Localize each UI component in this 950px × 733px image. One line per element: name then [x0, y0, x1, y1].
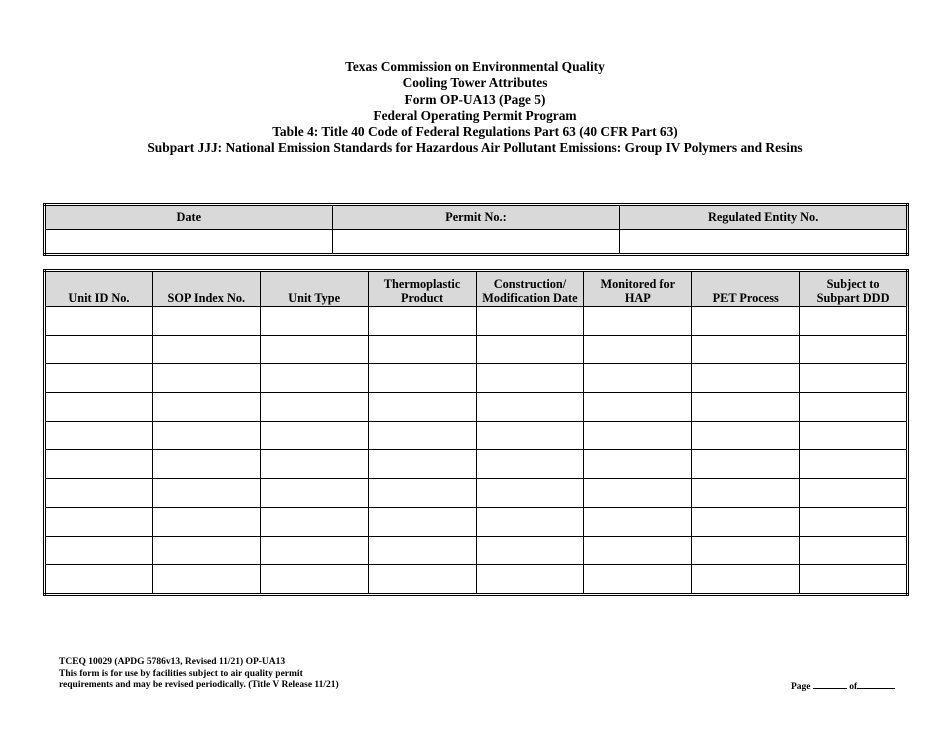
table-cell[interactable]	[152, 479, 260, 508]
table-cell[interactable]	[368, 479, 476, 508]
form-subject: Cooling Tower Attributes	[402, 75, 548, 91]
table-cell[interactable]	[584, 536, 692, 565]
permit-no-field[interactable]	[332, 230, 620, 255]
info-table	[43, 203, 909, 256]
unit-table	[43, 269, 909, 596]
table-cell[interactable]	[584, 565, 692, 595]
table-cell[interactable]	[692, 450, 800, 479]
table-cell[interactable]	[476, 536, 584, 565]
table-cell[interactable]	[368, 565, 476, 595]
table-cell[interactable]	[152, 507, 260, 536]
table-cell[interactable]	[692, 507, 800, 536]
table-cell[interactable]	[692, 393, 800, 422]
column-header	[584, 271, 692, 307]
table-cell[interactable]	[584, 421, 692, 450]
table-cell[interactable]	[692, 421, 800, 450]
table-cell[interactable]	[45, 536, 153, 565]
table-cell[interactable]	[45, 479, 153, 508]
table-cell[interactable]	[476, 479, 584, 508]
column-header-line: Unit Type	[288, 291, 341, 305]
table-cell[interactable]	[260, 507, 368, 536]
form-footer	[59, 657, 339, 692]
table-cell[interactable]	[800, 307, 908, 336]
table-row	[45, 479, 908, 508]
table-cell[interactable]	[260, 393, 368, 422]
table-cell[interactable]	[476, 393, 584, 422]
table-cell[interactable]	[584, 450, 692, 479]
page-number	[791, 680, 895, 692]
form-id-line: TCEQ 10029 (APDG 5786v13, Revised 11/21) OP-UA13	[59, 657, 286, 667]
table-cell[interactable]	[152, 565, 260, 595]
table-row	[45, 335, 908, 364]
regulated-entity-field[interactable]	[620, 230, 908, 255]
table-cell[interactable]	[800, 507, 908, 536]
table-cell[interactable]	[152, 364, 260, 393]
table-cell[interactable]	[800, 565, 908, 595]
table-cell[interactable]	[584, 364, 692, 393]
table-row	[45, 307, 908, 336]
table-row	[45, 421, 908, 450]
unit-table-body	[45, 307, 908, 595]
table-cell[interactable]	[260, 479, 368, 508]
table-cell[interactable]	[800, 364, 908, 393]
table-cell[interactable]	[800, 335, 908, 364]
table-cell[interactable]	[260, 565, 368, 595]
table-cell[interactable]	[368, 393, 476, 422]
table-cell[interactable]	[584, 507, 692, 536]
table-cell[interactable]	[800, 393, 908, 422]
table-cell[interactable]	[584, 393, 692, 422]
column-header-line: Monitored for	[600, 277, 676, 291]
column-header	[476, 271, 584, 307]
table-cell[interactable]	[368, 364, 476, 393]
table-cell[interactable]	[152, 307, 260, 336]
table-cell[interactable]	[368, 450, 476, 479]
of-blank[interactable]	[857, 680, 895, 689]
agency-title: Texas Commission on Environmental Quality	[345, 59, 605, 74]
table-cell[interactable]	[152, 450, 260, 479]
table-cell[interactable]	[45, 421, 153, 450]
table-cell[interactable]	[45, 393, 153, 422]
table-cell[interactable]	[260, 421, 368, 450]
column-header	[260, 271, 368, 307]
table-cell[interactable]	[260, 335, 368, 364]
table-row	[45, 393, 908, 422]
table-cell[interactable]	[260, 536, 368, 565]
table-cell[interactable]	[584, 479, 692, 508]
of-label: of	[849, 682, 858, 692]
table-cell[interactable]	[476, 450, 584, 479]
table-cell[interactable]	[45, 364, 153, 393]
table-row	[45, 536, 908, 565]
table-row	[45, 364, 908, 393]
table-title: Table 4: Title 40 Code of Federal Regulations Part 63 (40 CFR Part 63)	[272, 124, 678, 140]
table-cell[interactable]	[692, 335, 800, 364]
table-cell[interactable]	[800, 421, 908, 450]
column-header-line: Construction/	[493, 277, 567, 291]
table-cell[interactable]	[584, 307, 692, 336]
table-cell[interactable]	[368, 507, 476, 536]
table-cell[interactable]	[368, 335, 476, 364]
table-cell[interactable]	[45, 507, 153, 536]
table-cell[interactable]	[476, 507, 584, 536]
program-name: Federal Operating Permit Program	[373, 107, 577, 123]
table-cell[interactable]	[692, 364, 800, 393]
form-number: Form OP-UA13 (Page 5)	[404, 91, 546, 107]
column-header	[152, 271, 260, 307]
table-cell[interactable]	[800, 450, 908, 479]
table-cell[interactable]	[368, 307, 476, 336]
table-cell[interactable]	[800, 536, 908, 565]
regulated-entity-header: Regulated Entity No.	[620, 205, 908, 230]
table-cell[interactable]	[692, 307, 800, 336]
table-row	[45, 565, 908, 595]
table-cell[interactable]	[260, 307, 368, 336]
table-cell[interactable]	[45, 307, 153, 336]
table-cell[interactable]	[584, 335, 692, 364]
table-row	[45, 450, 908, 479]
table-cell[interactable]	[692, 536, 800, 565]
table-cell[interactable]	[152, 393, 260, 422]
table-cell[interactable]	[152, 421, 260, 450]
column-header	[45, 271, 153, 307]
column-header	[800, 271, 908, 307]
column-header	[368, 271, 476, 307]
column-header	[692, 271, 800, 307]
column-header-line: Product	[400, 291, 444, 305]
table-cell[interactable]	[476, 364, 584, 393]
table-cell[interactable]	[45, 565, 153, 595]
table-cell[interactable]	[45, 335, 153, 364]
table-cell[interactable]	[800, 479, 908, 508]
table-cell[interactable]	[476, 307, 584, 336]
date-header: Date	[45, 205, 333, 230]
table-cell[interactable]	[152, 335, 260, 364]
table-cell[interactable]	[260, 364, 368, 393]
column-header-line: Unit ID No.	[68, 291, 130, 305]
column-header-line: HAP	[624, 291, 651, 305]
table-cell[interactable]	[476, 565, 584, 595]
form-header	[0, 59, 950, 157]
page-label: Page	[791, 682, 811, 692]
column-header-line: Subject to	[826, 277, 880, 291]
table-row	[45, 507, 908, 536]
table-cell[interactable]	[368, 536, 476, 565]
table-cell[interactable]	[692, 479, 800, 508]
permit-no-header: Permit No.:	[332, 205, 620, 230]
column-header-line: SOP Index No.	[167, 291, 246, 305]
table-cell[interactable]	[260, 450, 368, 479]
table-cell[interactable]	[368, 421, 476, 450]
subpart-title: Subpart JJJ: National Emission Standards for Hazardous Air Pollutant Emissions: Group IV Polymers and Resins	[147, 140, 803, 156]
table-cell[interactable]	[692, 565, 800, 595]
table-cell[interactable]	[476, 421, 584, 450]
date-field[interactable]	[45, 230, 333, 255]
column-header-line: Modification Date	[482, 291, 578, 305]
table-cell[interactable]	[476, 335, 584, 364]
column-header-line: PET Process	[712, 291, 779, 305]
usage-note-line: This form is for use by facilities subject to air quality permit	[59, 668, 303, 679]
column-header-line: Thermoplastic	[383, 277, 461, 291]
table-cell[interactable]	[152, 536, 260, 565]
revision-note-line: requirements and may be revised periodically. (Title V Release 11/21)	[59, 680, 339, 690]
unit-table-header-row	[45, 271, 908, 307]
page-blank[interactable]	[813, 680, 847, 689]
column-header-line: Subpart DDD	[816, 291, 890, 305]
table-cell[interactable]	[45, 450, 153, 479]
